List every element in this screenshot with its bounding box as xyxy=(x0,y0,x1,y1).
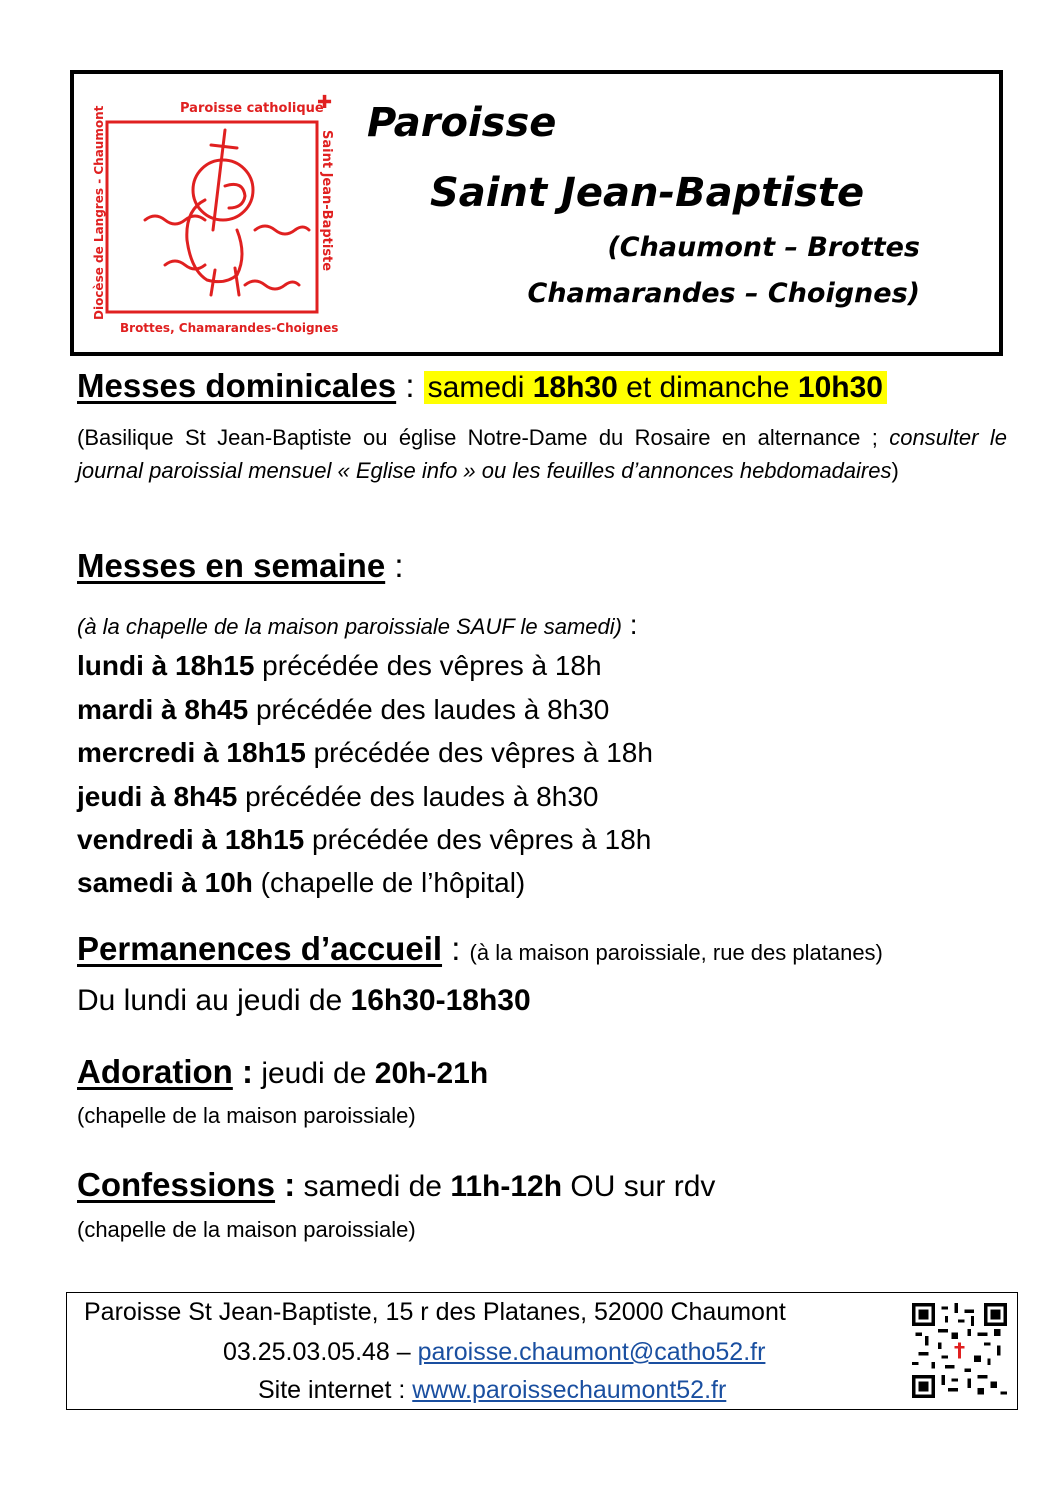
logo-top-text: Paroisse catholique xyxy=(180,101,324,116)
sunday-note xyxy=(77,421,1007,487)
week-day-4: vendredi à 18h15 précédée des vêpres à 18h xyxy=(77,824,652,855)
sunday-t4: 10h30 xyxy=(797,371,883,404)
logo-left-text: Diocèse de Langres - Chaumont xyxy=(92,105,106,320)
logo-cross-icon: ✚ xyxy=(317,92,333,112)
confessions-t2: 11h-12h xyxy=(450,1170,563,1203)
week-note xyxy=(77,609,638,641)
logo-right-text: Saint Jean-Baptiste xyxy=(319,130,334,272)
footer-site-label: Site internet : xyxy=(258,1376,413,1404)
adoration-sep: : xyxy=(232,1053,253,1090)
week-masses-line xyxy=(77,547,404,585)
week-day-2: mercredi à 18h15 précédée des vêpres à 18h xyxy=(77,737,653,768)
adoration-note: (chapelle de la maison paroissiale) xyxy=(77,1103,416,1128)
sunday-note-1: (Basilique St Jean-Baptiste ou église Notre-Dame du Rosaire en alternance ; xyxy=(77,425,878,450)
footer-phone: 03.25.03.05.48 – xyxy=(223,1338,418,1366)
confessions-sep: : xyxy=(275,1166,296,1203)
week-heading: Messes en semaine xyxy=(77,547,386,584)
sunday-t2: 18h30 xyxy=(532,371,618,404)
week-day-0: lundi à 18h15 précédée des vêpres à 18h xyxy=(77,650,602,681)
confessions-t1: samedi de xyxy=(295,1170,451,1203)
sunday-note-2: consulter le journal paroissial mensuel « Eglise info » ou les feuilles d’annonces hebdomadaires xyxy=(77,425,1007,483)
footer-contact xyxy=(223,1338,765,1367)
sunday-times-highlight xyxy=(424,371,887,404)
subtitle-line-2: Chamarandes – Choignes) xyxy=(527,278,920,309)
accueil-line xyxy=(77,930,883,968)
accueil-hours: Du lundi au jeudi de 16h30-18h30 xyxy=(77,984,531,1017)
lamb-icon xyxy=(145,130,309,295)
sunday-note-3: ) xyxy=(891,458,899,483)
title-paroisse: Paroisse xyxy=(367,100,557,146)
sunday-heading: Messes dominicales xyxy=(77,367,397,404)
confessions-heading: Confessions xyxy=(77,1166,276,1203)
footer-address: Paroisse St Jean-Baptiste, 15 r des Platanes, 52000 Chaumont xyxy=(84,1298,786,1326)
subtitle-line-1: (Chaumont – Brottes xyxy=(607,232,920,263)
week-note-text: (à la chapelle de la maison paroissiale SAUF le samedi) xyxy=(77,614,622,639)
week-day-5: samedi à 10h (chapelle de l’hôpital) xyxy=(77,867,526,898)
footer-site xyxy=(258,1376,726,1405)
confessions-t3: OU sur rdv xyxy=(562,1170,716,1203)
confessions-line xyxy=(77,1166,715,1204)
sunday-masses-line xyxy=(77,367,887,405)
adoration-t1: jeudi de xyxy=(253,1057,375,1090)
week-note-colon: : xyxy=(621,609,638,640)
email-link[interactable]: paroisse.chaumont@catho52.fr xyxy=(417,1338,766,1366)
sunday-t3: et dimanche xyxy=(617,371,798,404)
week-day-1: mardi à 8h45 précédée des laudes à 8h30 xyxy=(77,694,610,725)
logo-bottom-text: Brottes, Chamarandes-Choignes xyxy=(120,321,339,335)
title-saint-jean-baptiste: Saint Jean-Baptiste xyxy=(430,170,865,216)
confessions-note: (chapelle de la maison paroissiale) xyxy=(77,1217,416,1242)
website-link[interactable]: www.paroissechaumont52.fr xyxy=(412,1376,727,1404)
adoration-t2: 20h-21h xyxy=(374,1057,489,1090)
sunday-sep: : xyxy=(396,367,424,404)
accueil-note: (à la maison paroissiale, rue des platanes) xyxy=(469,940,883,965)
qr-code-icon xyxy=(912,1303,1007,1398)
sunday-t1: samedi xyxy=(427,371,533,404)
adoration-line xyxy=(77,1053,488,1091)
week-day-3: jeudi à 8h45 précédée des laudes à 8h30 xyxy=(77,781,599,812)
week-sep: : xyxy=(385,547,404,584)
parish-logo xyxy=(85,90,345,340)
accueil-sep: : xyxy=(442,930,470,967)
accueil-heading: Permanences d’accueil xyxy=(77,930,443,967)
adoration-heading: Adoration xyxy=(77,1053,233,1090)
